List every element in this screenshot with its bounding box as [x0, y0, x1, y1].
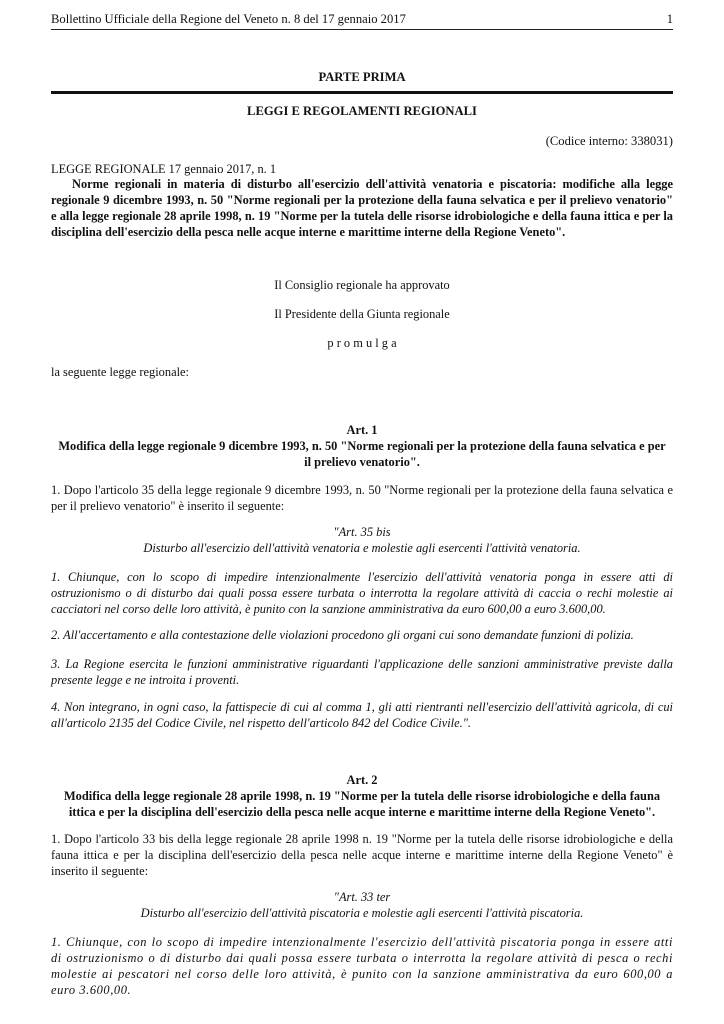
article-2-number: Art. 2: [346, 773, 378, 787]
promulga-line: p r o m u l g a: [327, 336, 397, 350]
article-33ter-title: Disturbo all'esercizio dell'attività piscatoria e molestie agli esercenti l'attività piscatoria.: [140, 906, 584, 920]
article-33ter-comma-1: 1. Chiunque, con lo scopo di impedire intenzionalmente l'esercizio dell'attività piscatoria ponga in essere atti di ostruzionismo o di disturbo dai quali possa essere turbata o interrotta la regolare attività di pesca o rechi molestie ai pescatori nel corso delle loro attività, è punito con la sanzione amministrativa da euro 600,00 a euro 3.600,00.: [51, 935, 673, 997]
internal-code: (Codice interno: 338031): [545, 134, 673, 148]
law-title: Norme regionali in materia di disturbo all'esercizio dell'attività venatoria e piscatoria: modifiche alla legge regionale 9 dicembre 1993, n. 50 "Norme regionali per la protezione della fauna selvatica e per il prelievo venatorio" e alla legge regionale 28 aprile 1998, n. 19 "Norme per la tutela delle risorse idrobiologiche e della fauna ittica e per la disciplina dell'esercizio della pesca nelle acque interne e marittime interne della Regione Veneto".: [51, 177, 673, 239]
article-2-paragraph-1: 1. Dopo l'articolo 33 bis della legge regionale 28 aprile 1998 n. 19 "Norme per la tutela delle risorse idrobiologiche e della fauna ittica e per la disciplina dell'esercizio della pesca nelle acque interne e marittime interne della Regione Veneto" è inserito il seguente:: [51, 832, 673, 878]
part-divider: [51, 91, 673, 94]
article-2-title: Modifica della legge regionale 28 aprile 1998, n. 19 "Norme per la tutela delle risorse idrobiologiche e della fauna ittica e per la disciplina dell'esercizio della pesca nelle acque interne e marittime interne della Regione Veneto".: [63, 789, 661, 819]
president-line: Il Presidente della Giunta regionale: [274, 307, 450, 321]
article-35bis-comma-3: 3. La Regione esercita le funzioni amministrative riguardanti l'applicazione delle sanzioni amministrative previste dalla presente legge e ne introita i proventi.: [51, 657, 673, 687]
part-title: PARTE PRIMA: [318, 70, 406, 84]
article-33ter-number: "Art. 33 ter: [333, 890, 391, 904]
article-1-number: Art. 1: [346, 423, 378, 437]
article-35bis-comma-1: 1. Chiunque, con lo scopo di impedire intenzionalmente l'esercizio dell'attività venatoria ponga in essere atti di ostruzionismo o di disturbo dai quali possa essere turbata o interrotta la regolare attività di caccia o rechi molestie ai cacciatori nel corso delle loro attività, è punito con la sanzione amministrativa da euro 600,00 a euro 3.600,00.: [51, 570, 673, 616]
article-35bis-title: Disturbo all'esercizio dell'attività venatoria e molestie agli esercenti l'attività venatoria.: [143, 541, 581, 555]
article-1-paragraph-1: 1. Dopo l'articolo 35 della legge regionale 9 dicembre 1993, n. 50 "Norme regionali per la protezione della fauna selvatica e per il prelievo venatorio" è inserito il seguente:: [51, 483, 673, 513]
council-approval: Il Consiglio regionale ha approvato: [274, 278, 450, 292]
article-35bis-comma-4: 4. Non integrano, in ogni caso, la fattispecie di cui al comma 1, gli atti rientranti nell'esercizio dell'attività agricola, di cui all'articolo 2135 del Codice Civile, nel rispetto dell'articolo 842 del Codice Civile.".: [51, 700, 673, 730]
following-law-line: la seguente legge regionale:: [51, 365, 189, 379]
running-header: [51, 12, 673, 28]
article-35bis-comma-2: 2. All'accertamento e alla contestazione delle violazioni procedono gli organi cui sono demandate funzioni di polizia.: [51, 628, 634, 642]
page-number: 1: [666, 12, 673, 26]
header-divider: [51, 29, 673, 30]
publication-title: Bollettino Ufficiale della Regione del Veneto n. 8 del 17 gennaio 2017: [51, 12, 406, 26]
law-reference: LEGGE REGIONALE 17 gennaio 2017, n. 1: [51, 162, 277, 176]
article-35bis-number: "Art. 35 bis: [333, 525, 391, 539]
section-title: LEGGI E REGOLAMENTI REGIONALI: [247, 104, 477, 118]
article-1-title: Modifica della legge regionale 9 dicembre 1993, n. 50 "Norme regionali per la protezione della fauna selvatica e per il prelievo venatorio".: [58, 439, 666, 469]
